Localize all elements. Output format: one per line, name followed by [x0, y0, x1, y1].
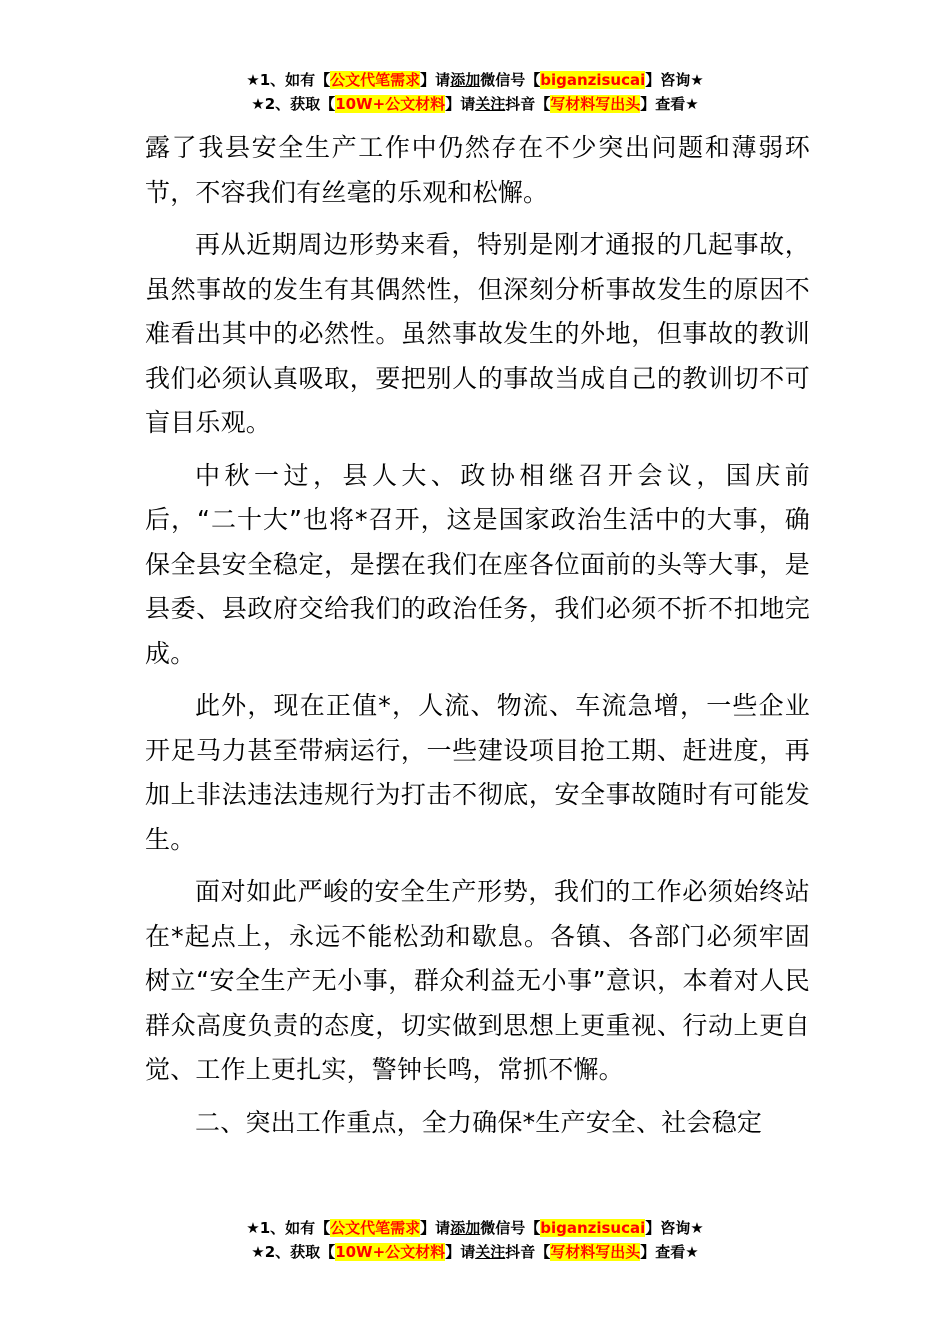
banner-text: 】请: [445, 95, 476, 113]
banner-line-1: [0, 1216, 950, 1240]
banner-text: 】咨询★: [645, 71, 704, 89]
banner-highlight: 公文代笔需求: [330, 1219, 421, 1237]
banner-underline: 添加: [450, 71, 481, 89]
banner-underline: 关注: [475, 1243, 506, 1261]
paragraph: 面对如此严峻的安全生产形势，我们的工作必须始终站在*起点上，永远不能松劲和歇息。各镇、各部门必须牢固树立“安全生产无小事，群众利益无小事”意识，本着对人民群众高度负责的态度，切实做到思想上更重视、行动上更自觉、工作上更扎实，警钟长鸣，常抓不懈。: [145, 877, 810, 1084]
banner-highlight: biganzisucai: [540, 1219, 646, 1237]
banner-line-2: [0, 92, 950, 116]
banner-highlight: 公文代笔需求: [330, 71, 421, 89]
banner-underline: 关注: [475, 95, 506, 113]
paragraph-continuation: 露了我县安全生产工作中仍然存在不少突出问题和薄弱环节，不容我们有丝毫的乐观和松懈。: [145, 133, 810, 207]
banner-highlight: biganzisucai: [540, 71, 646, 89]
banner-text: 抖音【: [505, 1243, 551, 1261]
banner-underline: 添加: [450, 1219, 481, 1237]
banner-text: 】请: [420, 1219, 451, 1237]
banner-highlight: 写材料写出头: [550, 1243, 641, 1261]
banner-text: 微信号【: [480, 1219, 541, 1237]
footer-banner: [0, 1216, 950, 1264]
banner-highlight: 10W+公文材料: [335, 95, 446, 113]
header-banner: [0, 68, 950, 116]
paragraph: 中秋一过，县人大、政协相继召开会议，国庆前后，“二十大”也将*召开，这是国家政治生活中的大事，确保全县安全稳定，是摆在我们在座各位面前的头等大事，是县委、县政府交给我们的政治任务，我们必须不折不扣地完成。: [145, 460, 810, 668]
banner-text: 】查看★: [640, 1243, 699, 1261]
banner-text: 微信号【: [480, 71, 541, 89]
banner-text: 】请: [420, 71, 451, 89]
section-heading: 二、突出工作重点，全力确保*生产安全、社会稳定: [195, 1107, 763, 1137]
banner-text: 】咨询★: [645, 1219, 704, 1237]
banner-text: ★2、获取【: [251, 95, 336, 113]
document-body: [145, 126, 810, 1153]
banner-text: 抖音【: [505, 95, 551, 113]
paragraph: 再从近期周边形势来看，特别是刚才通报的几起事故，虽然事故的发生有其偶然性，但深刻分析事故发生的原因不难看出其中的必然性。虽然事故发生的外地，但事故的教训我们必须认真吸取，要把别人的事故当成自己的教训切不可盲目乐观。: [145, 230, 810, 437]
banner-highlight: 写材料写出头: [550, 95, 641, 113]
banner-text: ★1、如有【: [246, 1219, 331, 1237]
banner-line-1: [0, 68, 950, 92]
banner-line-2: [0, 1240, 950, 1264]
paragraph: 此外，现在正值*，人流、物流、车流急增，一些企业开足马力甚至带病运行，一些建设项目抢工期、赶进度，再加上非法违法违规行为打击不彻底，安全事故随时有可能发生。: [145, 691, 810, 854]
banner-text: 】请: [445, 1243, 476, 1261]
banner-text: 】查看★: [640, 95, 699, 113]
banner-text: ★2、获取【: [251, 1243, 336, 1261]
banner-text: ★1、如有【: [246, 71, 331, 89]
banner-highlight: 10W+公文材料: [335, 1243, 446, 1261]
